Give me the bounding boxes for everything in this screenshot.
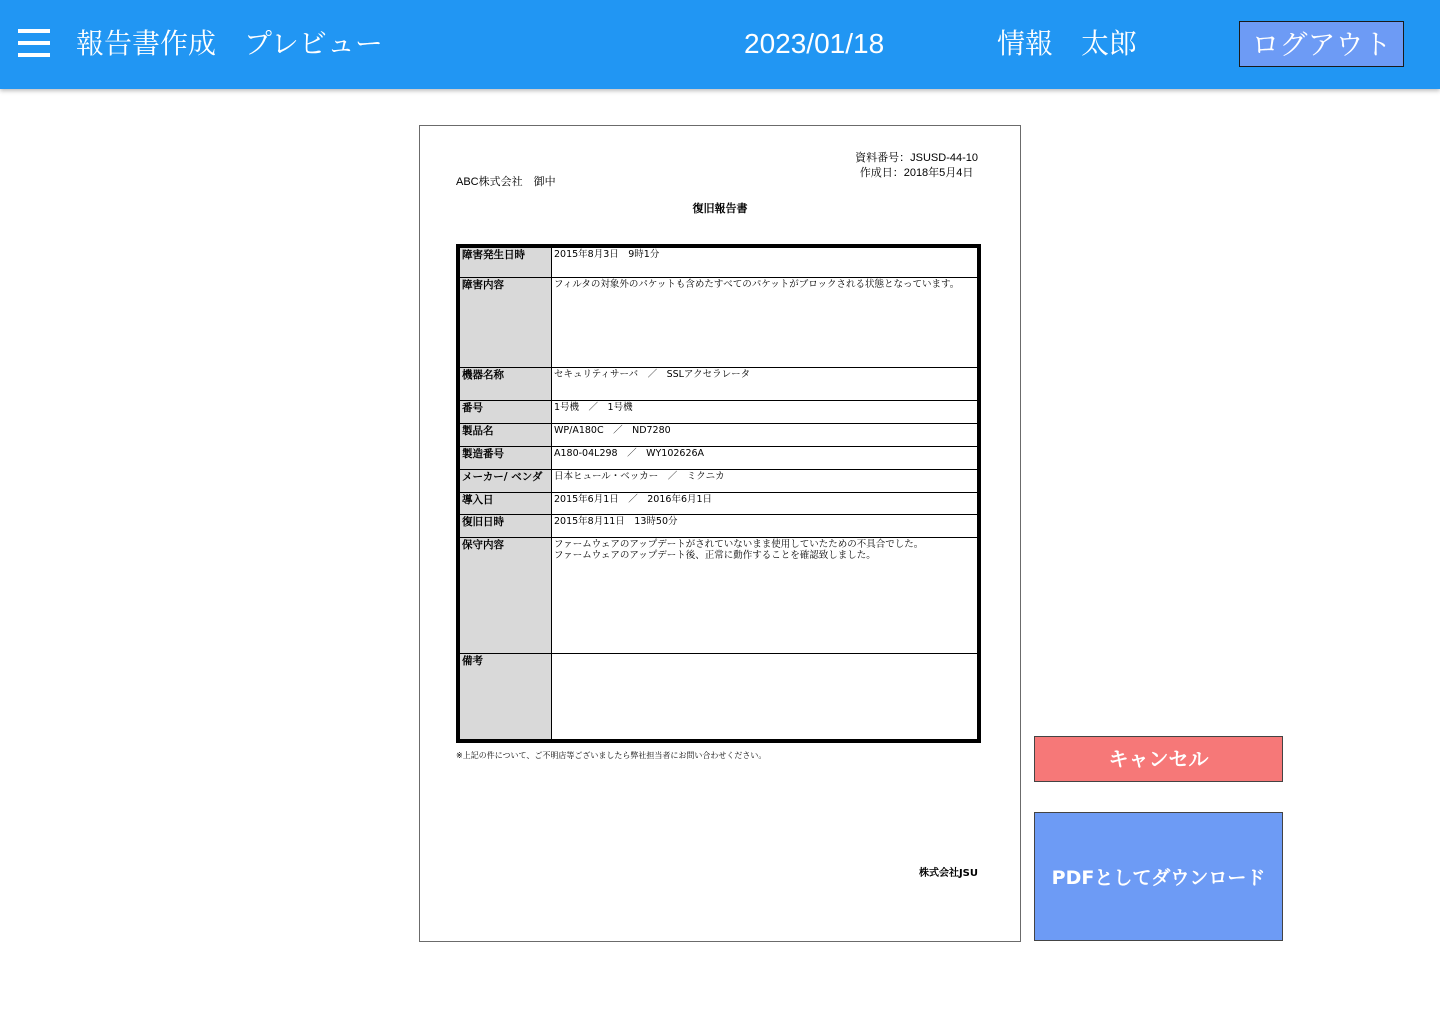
- table-row: [460, 654, 978, 740]
- table-row: [460, 248, 978, 278]
- row-value: ファームウェアのアップデートがされていないまま使用していたための不具合でした。 ファームウェアのアップデート後、正常に動作することを確認致しました。: [552, 538, 978, 654]
- download-pdf-button[interactable]: PDFとしてダウンロード: [1034, 812, 1283, 941]
- row-label: 備考: [460, 654, 552, 740]
- page-title: 報告書作成 プレビュー: [76, 27, 383, 60]
- created-date: 作成日：2018年5月4日: [859, 167, 974, 179]
- row-label: 機器名称: [460, 368, 552, 401]
- row-value: A180-04L298 ／ WY102626A: [552, 447, 978, 470]
- row-value: 2015年8月3日 9時1分: [552, 248, 978, 278]
- document-number: 資料番号：JSUSD-44-10: [855, 152, 978, 164]
- row-label: 復旧日時: [460, 515, 552, 538]
- row-label: 導入日: [460, 493, 552, 515]
- row-value: セキュリティサーバ ／ SSLアクセラレータ: [552, 368, 978, 401]
- row-label: 保守内容: [460, 538, 552, 654]
- table-row: [460, 515, 978, 538]
- table-row: [460, 278, 978, 368]
- addressee: ABC株式会社 御中: [456, 176, 556, 188]
- table-row: [460, 424, 978, 447]
- table-row: [460, 368, 978, 401]
- row-label: 障害内容: [460, 278, 552, 368]
- header-date: 2023/01/18: [744, 28, 885, 59]
- report-preview: [419, 125, 1021, 942]
- row-label: メーカー/ ベンダ: [460, 470, 552, 493]
- table-row: [460, 470, 978, 493]
- cancel-button[interactable]: キャンセル: [1034, 736, 1283, 782]
- row-value: 2015年6月1日 ／ 2016年6月1日: [552, 493, 978, 515]
- table-row: [460, 538, 978, 654]
- row-label: 障害発生日時: [460, 248, 552, 278]
- row-value: [552, 654, 978, 740]
- app-header: [0, 0, 1440, 89]
- row-value: 日本ヒュール・ベッカー ／ ミクニカ: [552, 470, 978, 493]
- inquiry-note: ※上記の件について、ご不明店等ございましたら弊社担当者にお問い合わせください。: [456, 751, 767, 760]
- row-value: WP/A180C ／ ND7280: [552, 424, 978, 447]
- table-row: [460, 493, 978, 515]
- row-label: 製品名: [460, 424, 552, 447]
- table-row: [460, 447, 978, 470]
- document-meta: [855, 151, 978, 181]
- hamburger-menu-icon[interactable]: [18, 29, 50, 59]
- company-name: 株式会社JSU: [918, 868, 978, 879]
- row-label: 番号: [460, 401, 552, 424]
- row-value: フィルタの対象外のパケットも含めたすべてのパケットがブロックされる状態となっています。: [552, 278, 978, 368]
- report-table: [456, 244, 981, 743]
- user-name: 情報 太郎: [997, 27, 1138, 60]
- row-label: 製造番号: [460, 447, 552, 470]
- logout-button[interactable]: ログアウト: [1239, 21, 1404, 67]
- table-row: [460, 401, 978, 424]
- report-title: 復旧報告書: [692, 202, 748, 215]
- row-value: 2015年8月11日 13時50分: [552, 515, 978, 538]
- row-value: 1号機 ／ 1号機: [552, 401, 978, 424]
